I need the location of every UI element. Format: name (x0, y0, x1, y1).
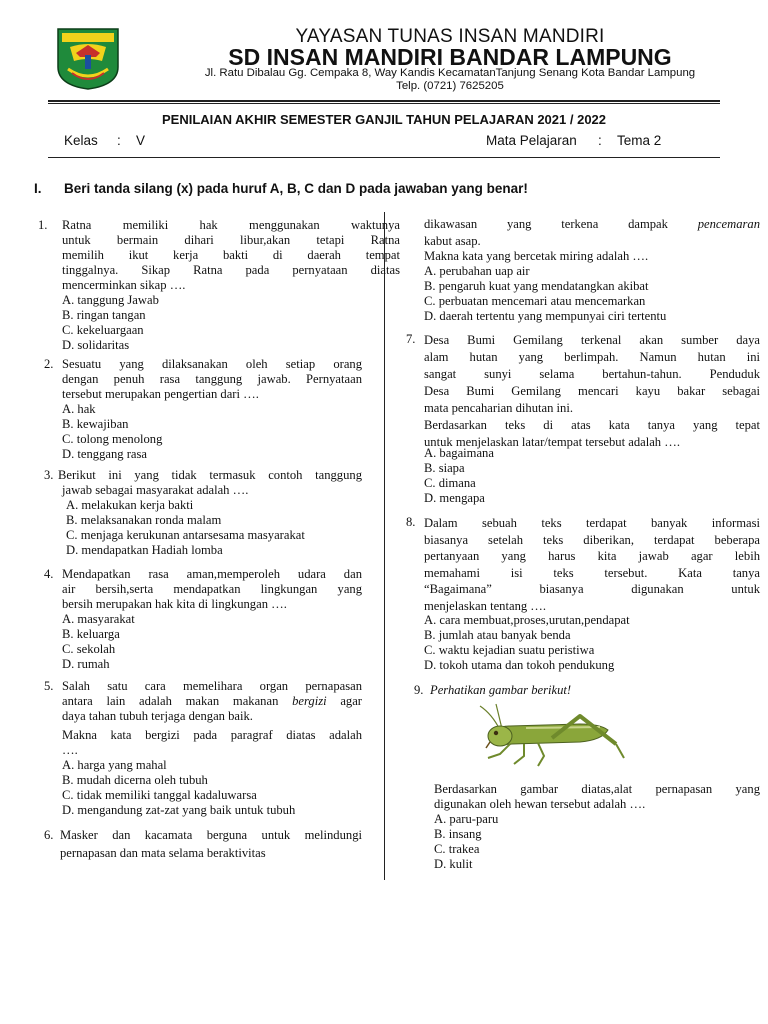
question-number: 6. (44, 828, 54, 842)
answer-option[interactable]: A. bagaimana (424, 446, 494, 460)
stem-line: daya tahan tubuh terjaga dengan baik. (62, 709, 253, 723)
answer-option[interactable]: D. solidaritas (62, 338, 130, 352)
subject-value: Tema 2 (617, 133, 662, 148)
stem-line: biasanya setelah teks diberikan, terdapat beberapa (424, 532, 760, 547)
answer-option[interactable]: A. tanggung Jawab (62, 293, 159, 307)
foundation-name: YAYASAN TUNAS INSAN MANDIRI (295, 26, 605, 47)
question-options (424, 249, 760, 324)
stem-line: Sesuatu yang dilaksanakan oleh setiap orang (62, 357, 362, 371)
stem-line: “Bagaimana” biasanya digunakan untuk (424, 582, 760, 596)
question-stem (424, 515, 760, 614)
answer-option[interactable]: D. tenggang rasa (62, 447, 147, 461)
answer-option[interactable]: A. melakukan kerja bakti (66, 498, 194, 512)
answer-option[interactable]: C. sekolah (62, 642, 116, 656)
answer-option[interactable]: A. perubahan uap air (424, 264, 530, 278)
question-stem (62, 357, 362, 462)
question-stem (434, 782, 760, 872)
header-rule-thick (48, 100, 720, 102)
answer-option[interactable]: B. kewajiban (62, 417, 129, 431)
stem-line: Mendapatkan rasa aman,memperoleh udara dan (62, 567, 362, 581)
section-number: I. (34, 181, 42, 196)
question-options (66, 498, 386, 558)
stem-line: …. (62, 743, 78, 757)
stem-line: Berdasarkan gambar diatas,alat pernapasan yang (434, 782, 760, 796)
school-phone: Telp. (0721) 7625205 (396, 80, 504, 92)
question-stem (424, 216, 760, 250)
stem-line: Desa Bumi Gemilang mencari kayu bakar sebagai (424, 384, 760, 398)
stem-line: air bersih,serta mendapatkan lingkungan yang (62, 582, 362, 596)
answer-option[interactable]: C. perbuatan mencemari atau mencemarkan (424, 294, 646, 308)
stem-line: jawab sebagai masyarakat adalah …. (62, 483, 249, 497)
answer-option[interactable]: A. harga yang mahal (62, 758, 167, 772)
answer-option[interactable]: B. ringan tangan (62, 308, 146, 322)
stem-line: Berikut ini yang tidak termasuk contoh tanggung (58, 468, 362, 482)
stem-line: Makna kata yang bercetak miring adalah …. (424, 249, 649, 263)
kelas-value: V (136, 133, 146, 148)
question-stem (424, 332, 760, 451)
italic-term: bergizi (292, 694, 327, 708)
answer-option[interactable]: C. tolong menolong (62, 432, 163, 446)
answer-option[interactable]: C. trakea (434, 842, 480, 856)
stem-line: tinggalnya. Sikap Ratna pada pernyataan diatas (62, 263, 400, 277)
answer-option[interactable]: D. daerah tertentu yang mempunyai ciri tertentu (424, 309, 667, 323)
section-instruction: Beri tanda silang (x) pada huruf A, B, C dan D pada jawaban yang benar! (64, 181, 528, 196)
answer-option[interactable]: A. cara membuat,proses,urutan,pendapat (424, 613, 630, 627)
info-rule (48, 157, 720, 158)
header-rule-thin (48, 103, 720, 104)
answer-option[interactable]: D. tokoh utama dan tokoh pendukung (424, 658, 615, 672)
question-stem (62, 679, 362, 818)
question-number: 9. (414, 683, 424, 697)
stem-line: Dalam sebuah teks terdapat banyak informasi (424, 516, 760, 530)
italic-term: pencemaran (697, 217, 760, 231)
question-options (424, 446, 760, 506)
answer-option[interactable]: A. paru-paru (434, 812, 499, 826)
school-name: SD INSAN MANDIRI BANDAR LAMPUNG (228, 44, 672, 70)
question-stem (58, 468, 362, 498)
stem-line: Ratna memiliki hak menggunakan waktunya (62, 218, 400, 232)
stem-line: dikawasan yang terkena dampak pencemaran (424, 217, 760, 231)
stem-line: alam hutan yang berlimpah. Namun hutan ini (424, 350, 760, 364)
question-intro: Perhatikan gambar berikut! (430, 683, 572, 697)
grasshopper-image (440, 700, 632, 780)
stem-line: Desa Bumi Gemilang terkenal akan sumber daya (424, 333, 760, 347)
answer-option[interactable]: D. rumah (62, 657, 110, 671)
subject-separator: : (598, 133, 602, 148)
stem-line: mencerminkan sikap …. (62, 278, 186, 292)
stem-line: pertanyaan yang harus kita jawab agar lebih (424, 549, 760, 563)
answer-option[interactable]: D. mengapa (424, 491, 485, 505)
school-address: Jl. Ratu Dibalau Gg. Cempaka 8, Way Kandis KecamatanTanjung Senang Kota Bandar Lampung (204, 67, 696, 79)
stem-line: menjelaskan tentang …. (424, 598, 547, 613)
question-number: 7. (406, 332, 416, 346)
stem-line: bersih merupakan hak kita di lingkungan …. (62, 597, 287, 611)
stem-line: untuk bermain dihari libur,akan tetapi Ratna (62, 233, 400, 247)
stem-line: digunakan oleh hewan tersebut adalah …. (434, 797, 646, 811)
question-options (424, 613, 760, 673)
stem-line: tersebut merupakan pengertian dari …. (62, 387, 259, 401)
stem-line: memahami isi teks tersebut. Kata tanya (424, 565, 760, 580)
answer-option[interactable]: C. dimana (424, 476, 476, 490)
answer-option[interactable]: C. waktu kejadian suatu peristiwa (424, 643, 595, 657)
answer-option[interactable]: D. mengandung zat-zat yang baik untuk tubuh (62, 803, 296, 817)
question-number: 8. (406, 515, 416, 529)
answer-option[interactable]: B. insang (434, 827, 482, 841)
question-number: 2. (44, 357, 54, 371)
answer-option[interactable]: A. masyarakat (62, 612, 135, 626)
stem-line: untuk menjelaskan latar/tempat tersebut adalah …. (424, 435, 680, 449)
subject-label: Mata Pelajaran (486, 133, 577, 148)
question-stem (60, 826, 362, 862)
stem-line: Salah satu cara memelihara organ pernapasan (62, 679, 362, 693)
answer-option[interactable]: A. hak (62, 402, 96, 416)
question-number: 4. (44, 567, 54, 581)
question-stem (62, 218, 400, 353)
answer-option[interactable]: B. siapa (424, 461, 465, 475)
kelas-separator: : (117, 133, 121, 148)
kelas-label: Kelas (64, 133, 98, 148)
question-number: 5. (44, 679, 54, 693)
answer-option[interactable]: B. pengaruh kuat yang mendatangkan akibat (424, 279, 649, 293)
stem-line: pernapasan dan mata selama beraktivitas (60, 846, 266, 860)
answer-option[interactable]: C. tidak memiliki tanggal kadaluwarsa (62, 788, 257, 802)
answer-option[interactable]: B. jumlah atau banyak benda (424, 628, 571, 642)
stem-line: Makna kata bergizi pada paragraf diatas adalah (62, 728, 362, 742)
answer-option[interactable]: B. melaksanakan ronda malam (66, 513, 222, 527)
answer-option[interactable]: C. kekeluargaan (62, 323, 144, 337)
stem-line: mata pencaharian dihutan ini. (424, 401, 573, 415)
stem-line: antara lain adalah makan makanan bergizi agar (62, 694, 362, 708)
answer-option[interactable]: D. mendapatkan Hadiah lomba (66, 543, 223, 557)
question-number: 1. (38, 218, 48, 232)
stem-line: dengan penuh rasa tanggung jawab. Pernyataan (62, 372, 362, 386)
stem-line: memilih ikut kerja bakti di daerah tempat (62, 248, 400, 262)
answer-option[interactable]: B. mudah dicerna oleh tubuh (62, 773, 208, 787)
exam-title: PENILAIAN AKHIR SEMESTER GANJIL TAHUN PELAJARAN 2021 / 2022 (161, 112, 607, 127)
question-number: 3. (44, 468, 54, 482)
answer-option[interactable]: C. menjaga kerukunan antarsesama masyarakat (66, 528, 305, 542)
stem-line: kabut asap. (424, 234, 481, 248)
answer-option[interactable]: D. kulit (434, 857, 473, 871)
question-stem (62, 567, 362, 672)
stem-line: Berdasarkan teks di atas kata tanya yang tepat (424, 418, 760, 432)
answer-option[interactable]: B. keluarga (62, 627, 120, 641)
stem-line: sangat sunyi selama bertahun-tahun. Penduduk (424, 367, 760, 381)
stem-line: Masker dan kacamata berguna untuk melindungi (60, 828, 362, 842)
